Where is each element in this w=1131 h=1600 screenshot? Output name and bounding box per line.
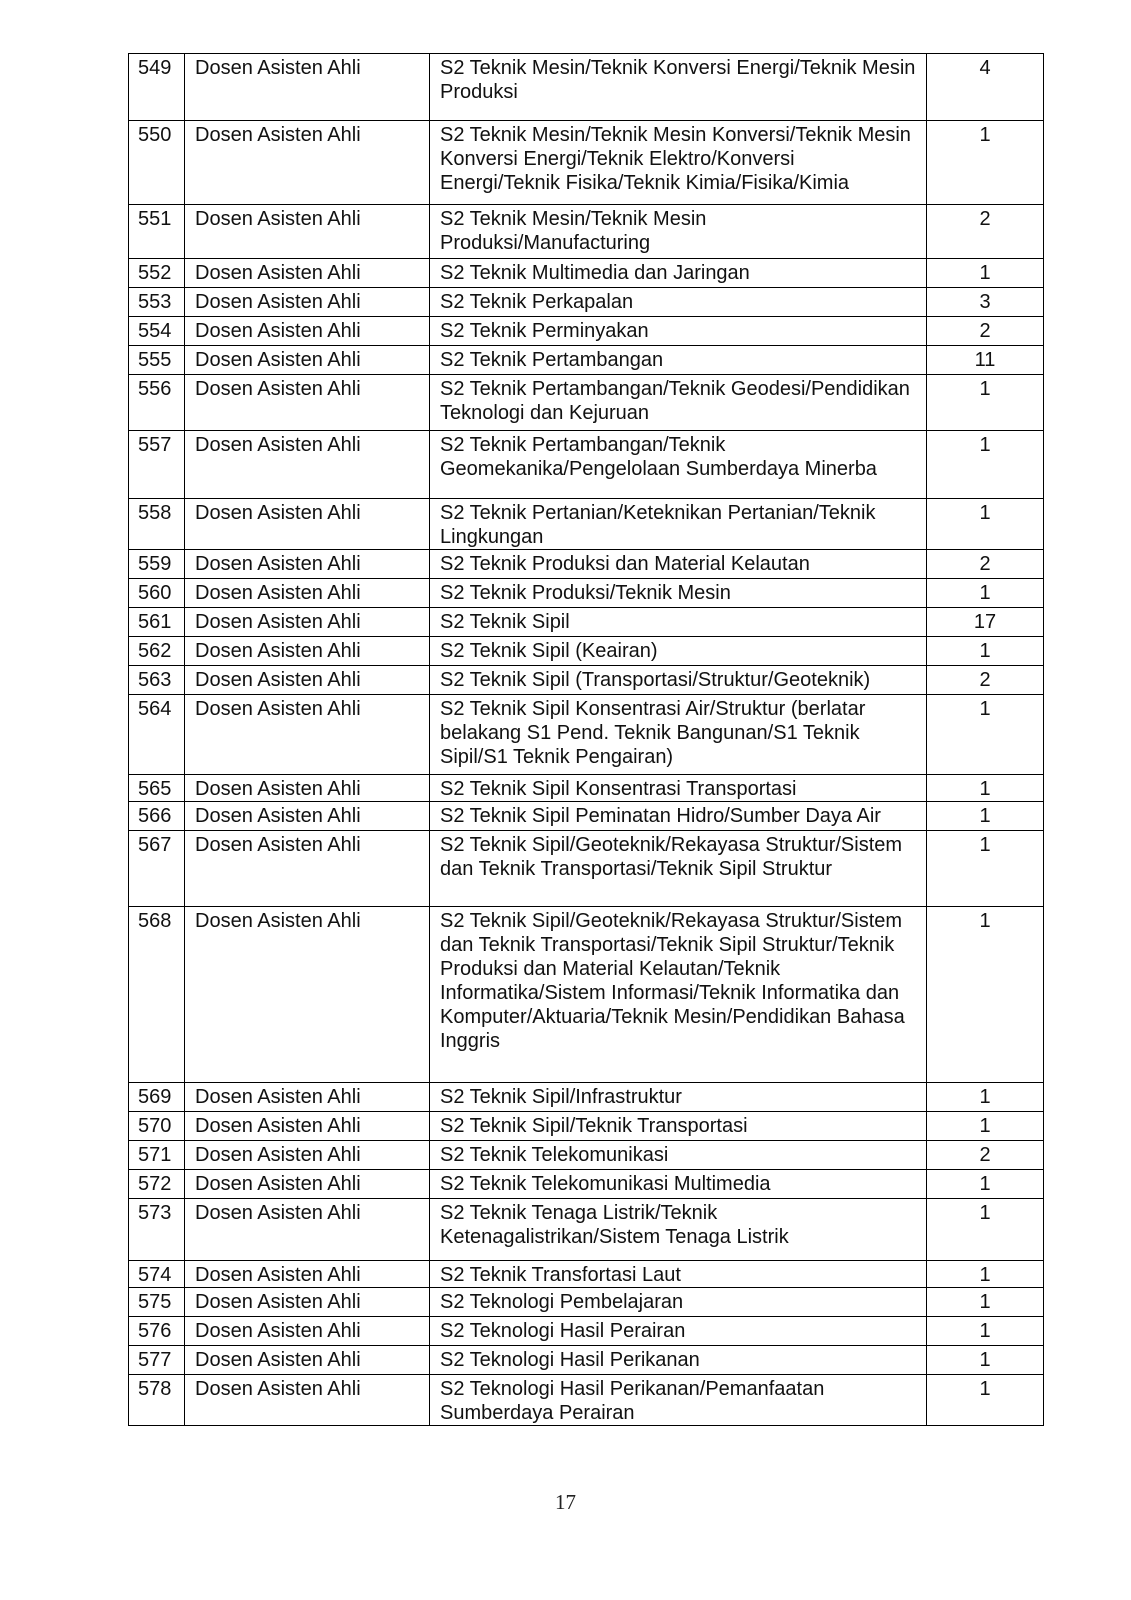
count-cell: 17 [927, 608, 1044, 637]
row-number: 570 [129, 1112, 185, 1141]
row-number: 576 [129, 1317, 185, 1346]
qualification-cell: S2 Teknik Sipil/Infrastruktur [430, 1083, 927, 1112]
row-number: 563 [129, 666, 185, 695]
table-row [129, 802, 1044, 831]
table-row [129, 1346, 1044, 1375]
row-number: 566 [129, 802, 185, 831]
position-cell: Dosen Asisten Ahli [185, 499, 430, 550]
qualification-cell: S2 Teknik Sipil Konsentrasi Transportasi [430, 775, 927, 802]
count-cell: 1 [927, 1083, 1044, 1112]
position-cell: Dosen Asisten Ahli [185, 1112, 430, 1141]
table-row [129, 550, 1044, 579]
qualification-cell: S2 Teknik Pertambangan [430, 346, 927, 375]
table-row [129, 346, 1044, 375]
qualification-cell: S2 Teknik Transfortasi Laut [430, 1261, 927, 1288]
count-cell: 1 [927, 637, 1044, 666]
count-cell: 1 [927, 121, 1044, 205]
row-number: 551 [129, 205, 185, 259]
count-cell: 3 [927, 288, 1044, 317]
count-cell: 1 [927, 375, 1044, 431]
position-cell: Dosen Asisten Ahli [185, 259, 430, 288]
row-number: 564 [129, 695, 185, 775]
table-row [129, 317, 1044, 346]
row-number: 574 [129, 1261, 185, 1288]
position-cell: Dosen Asisten Ahli [185, 1317, 430, 1346]
position-cell: Dosen Asisten Ahli [185, 1141, 430, 1170]
count-cell: 1 [927, 775, 1044, 802]
qualification-cell: S2 Teknik Pertambangan/Teknik Geodesi/Pendidikan Teknologi dan Kejuruan [430, 375, 927, 431]
position-cell: Dosen Asisten Ahli [185, 1288, 430, 1317]
table-row [129, 695, 1044, 775]
table-row [129, 1141, 1044, 1170]
table-row [129, 121, 1044, 205]
count-cell: 2 [927, 666, 1044, 695]
position-cell: Dosen Asisten Ahli [185, 431, 430, 499]
page-number: 17 [555, 1490, 576, 1514]
row-number: 559 [129, 550, 185, 579]
row-number: 553 [129, 288, 185, 317]
table-row [129, 608, 1044, 637]
count-cell: 1 [927, 579, 1044, 608]
count-cell: 1 [927, 1317, 1044, 1346]
qualification-cell: S2 Teknik Sipil Peminatan Hidro/Sumber Daya Air [430, 802, 927, 831]
row-number: 571 [129, 1141, 185, 1170]
position-cell: Dosen Asisten Ahli [185, 637, 430, 666]
position-cell: Dosen Asisten Ahli [185, 1083, 430, 1112]
table-row [129, 288, 1044, 317]
table-row [129, 1112, 1044, 1141]
position-cell: Dosen Asisten Ahli [185, 375, 430, 431]
count-cell: 2 [927, 205, 1044, 259]
row-number: 573 [129, 1199, 185, 1261]
table-row [129, 579, 1044, 608]
table-row [129, 375, 1044, 431]
row-number: 572 [129, 1170, 185, 1199]
qualification-cell: S2 Teknik Perkapalan [430, 288, 927, 317]
row-number: 567 [129, 831, 185, 907]
count-cell: 1 [927, 1199, 1044, 1261]
row-number: 569 [129, 1083, 185, 1112]
position-cell: Dosen Asisten Ahli [185, 695, 430, 775]
count-cell: 11 [927, 346, 1044, 375]
row-number: 561 [129, 608, 185, 637]
count-cell: 1 [927, 1261, 1044, 1288]
position-cell: Dosen Asisten Ahli [185, 550, 430, 579]
position-cell: Dosen Asisten Ahli [185, 317, 430, 346]
count-cell: 1 [927, 259, 1044, 288]
position-cell: Dosen Asisten Ahli [185, 346, 430, 375]
qualification-cell: S2 Teknologi Hasil Perikanan [430, 1346, 927, 1375]
qualification-cell: S2 Teknik Mesin/Teknik Konversi Energi/Teknik Mesin Produksi [430, 54, 927, 121]
count-cell: 2 [927, 1141, 1044, 1170]
count-cell: 1 [927, 802, 1044, 831]
table-row [129, 1317, 1044, 1346]
count-cell: 1 [927, 831, 1044, 907]
row-number: 565 [129, 775, 185, 802]
position-cell: Dosen Asisten Ahli [185, 1375, 430, 1426]
qualification-cell: S2 Teknologi Hasil Perikanan/Pemanfaatan Sumberdaya Perairan [430, 1375, 927, 1426]
qualification-cell: S2 Teknologi Pembelajaran [430, 1288, 927, 1317]
table-row [129, 1199, 1044, 1261]
position-cell: Dosen Asisten Ahli [185, 775, 430, 802]
table-row [129, 205, 1044, 259]
position-cell: Dosen Asisten Ahli [185, 579, 430, 608]
row-number: 557 [129, 431, 185, 499]
qualification-cell: S2 Teknik Sipil/Geoteknik/Rekayasa Struktur/Sistem dan Teknik Transportasi/Teknik Sipil Struktur [430, 831, 927, 907]
table-row [129, 1288, 1044, 1317]
position-cell: Dosen Asisten Ahli [185, 1261, 430, 1288]
count-cell: 1 [927, 1170, 1044, 1199]
qualification-cell: S2 Teknik Perminyakan [430, 317, 927, 346]
row-number: 578 [129, 1375, 185, 1426]
table-row [129, 1083, 1044, 1112]
table-row [129, 54, 1044, 121]
position-cell: Dosen Asisten Ahli [185, 608, 430, 637]
row-number: 556 [129, 375, 185, 431]
vacancy-table [128, 53, 1044, 1426]
qualification-cell: S2 Teknik Produksi dan Material Kelautan [430, 550, 927, 579]
table-row [129, 259, 1044, 288]
qualification-cell: S2 Teknik Sipil (Keairan) [430, 637, 927, 666]
table-row [129, 1170, 1044, 1199]
row-number: 558 [129, 499, 185, 550]
position-cell: Dosen Asisten Ahli [185, 121, 430, 205]
count-cell: 1 [927, 695, 1044, 775]
count-cell: 1 [927, 907, 1044, 1083]
qualification-cell: S2 Teknik Pertanian/Keteknikan Pertanian/Teknik Lingkungan [430, 499, 927, 550]
row-number: 552 [129, 259, 185, 288]
table-row [129, 907, 1044, 1083]
count-cell: 1 [927, 1375, 1044, 1426]
count-cell: 2 [927, 550, 1044, 579]
row-number: 575 [129, 1288, 185, 1317]
table-row [129, 775, 1044, 802]
row-number: 560 [129, 579, 185, 608]
qualification-cell: S2 Teknik Telekomunikasi Multimedia [430, 1170, 927, 1199]
qualification-cell: S2 Teknik Sipil Konsentrasi Air/Struktur (berlatar belakang S1 Pend. Teknik Bangunan/S1 Teknik Sipil/S1 Teknik Pengairan) [430, 695, 927, 775]
position-cell: Dosen Asisten Ahli [185, 1170, 430, 1199]
position-cell: Dosen Asisten Ahli [185, 831, 430, 907]
qualification-cell: S2 Teknologi Hasil Perairan [430, 1317, 927, 1346]
qualification-cell: S2 Teknik Mesin/Teknik Mesin Produksi/Manufacturing [430, 205, 927, 259]
qualification-cell: S2 Teknik Multimedia dan Jaringan [430, 259, 927, 288]
count-cell: 4 [927, 54, 1044, 121]
vacancy-table-body [129, 54, 1044, 1426]
position-cell: Dosen Asisten Ahli [185, 288, 430, 317]
position-cell: Dosen Asisten Ahli [185, 907, 430, 1083]
table-row [129, 637, 1044, 666]
qualification-cell: S2 Teknik Produksi/Teknik Mesin [430, 579, 927, 608]
qualification-cell: S2 Teknik Telekomunikasi [430, 1141, 927, 1170]
qualification-cell: S2 Teknik Sipil/Geoteknik/Rekayasa Struktur/Sistem dan Teknik Transportasi/Teknik Sipil Struktur/Teknik Produksi dan Material Kelautan/Teknik Informatika/Sistem Informasi/Teknik Informatika dan Komputer/Aktuaria/Teknik Mesin/Pendidikan Bahasa Inggris [430, 907, 927, 1083]
position-cell: Dosen Asisten Ahli [185, 205, 430, 259]
position-cell: Dosen Asisten Ahli [185, 1346, 430, 1375]
count-cell: 1 [927, 431, 1044, 499]
qualification-cell: S2 Teknik Sipil (Transportasi/Struktur/Geoteknik) [430, 666, 927, 695]
row-number: 577 [129, 1346, 185, 1375]
table-row [129, 831, 1044, 907]
qualification-cell: S2 Teknik Tenaga Listrik/Teknik Ketenagalistrikan/Sistem Tenaga Listrik [430, 1199, 927, 1261]
qualification-cell: S2 Teknik Sipil/Teknik Transportasi [430, 1112, 927, 1141]
count-cell: 2 [927, 317, 1044, 346]
position-cell: Dosen Asisten Ahli [185, 54, 430, 121]
count-cell: 1 [927, 1346, 1044, 1375]
qualification-cell: S2 Teknik Mesin/Teknik Mesin Konversi/Teknik Mesin Konversi Energi/Teknik Elektro/Konversi Energi/Teknik Fisika/Teknik Kimia/Fisika/Kimia [430, 121, 927, 205]
row-number: 555 [129, 346, 185, 375]
count-cell: 1 [927, 1288, 1044, 1317]
table-row [129, 1261, 1044, 1288]
row-number: 568 [129, 907, 185, 1083]
row-number: 554 [129, 317, 185, 346]
qualification-cell: S2 Teknik Pertambangan/Teknik Geomekanika/Pengelolaan Sumberdaya Minerba [430, 431, 927, 499]
position-cell: Dosen Asisten Ahli [185, 666, 430, 695]
count-cell: 1 [927, 1112, 1044, 1141]
table-row [129, 431, 1044, 499]
row-number: 549 [129, 54, 185, 121]
table-row [129, 666, 1044, 695]
row-number: 550 [129, 121, 185, 205]
row-number: 562 [129, 637, 185, 666]
position-cell: Dosen Asisten Ahli [185, 802, 430, 831]
count-cell: 1 [927, 499, 1044, 550]
table-row [129, 1375, 1044, 1426]
position-cell: Dosen Asisten Ahli [185, 1199, 430, 1261]
table-row [129, 499, 1044, 550]
qualification-cell: S2 Teknik Sipil [430, 608, 927, 637]
